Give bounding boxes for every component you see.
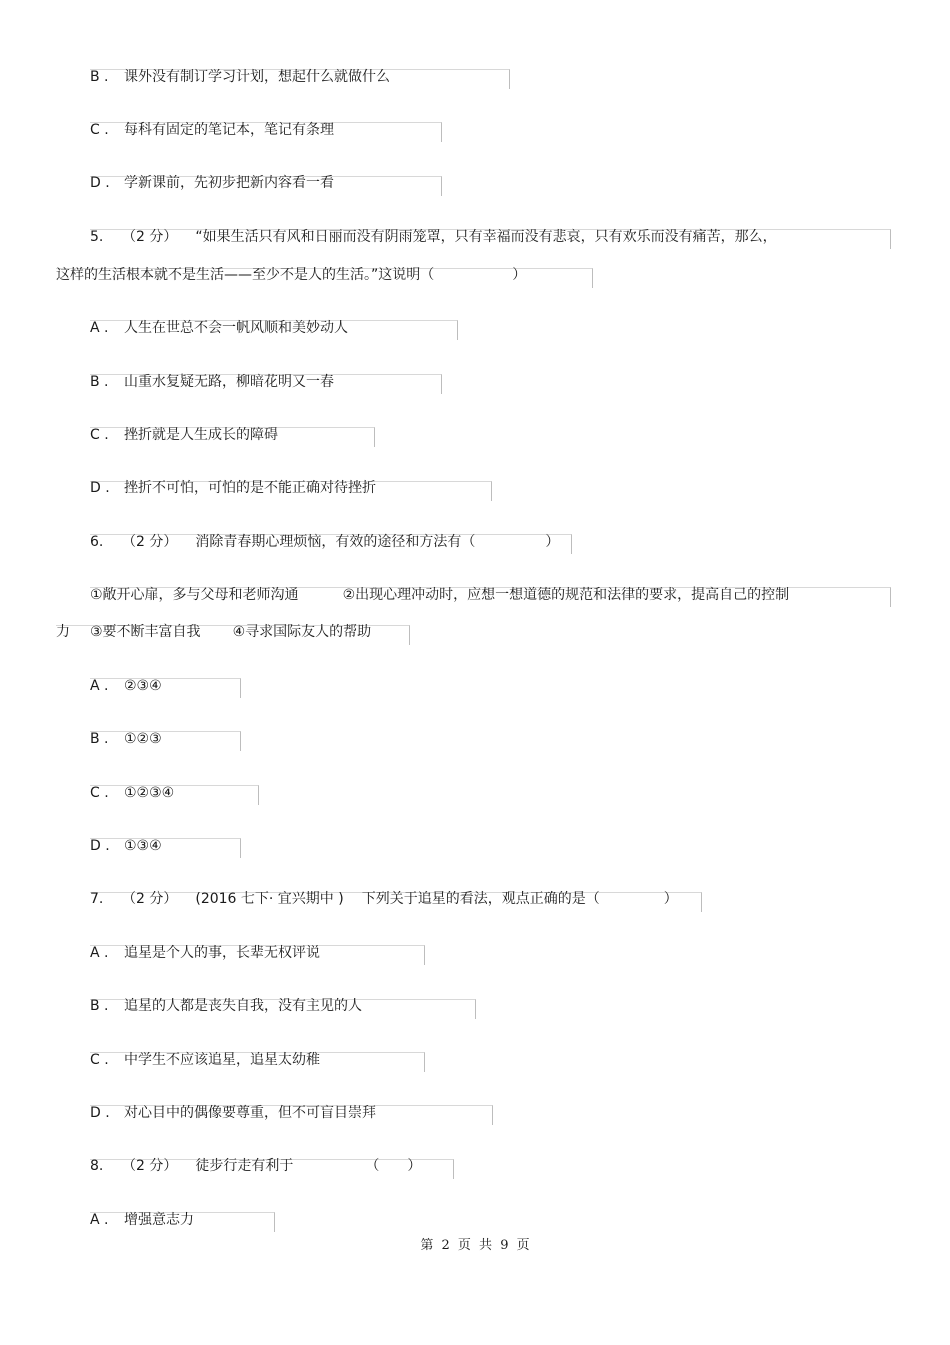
option-text: 对心目中的偶像要尊重，但不可盲目崇拜 xyxy=(124,1105,376,1121)
q6-items-line1 xyxy=(90,585,789,605)
q6-stem xyxy=(90,532,559,552)
q8-option-a xyxy=(90,1210,194,1230)
paren-close: ） xyxy=(663,891,678,907)
q5-stem-line2 xyxy=(56,265,526,285)
answer-paren[interactable]: （ ） xyxy=(365,1158,422,1174)
option-label: C . xyxy=(90,1052,109,1068)
option-label: B . xyxy=(90,69,109,85)
option-text: ①③④ xyxy=(124,838,162,854)
question-score: （2 分） xyxy=(122,1158,178,1174)
q7-option-c xyxy=(90,1050,320,1070)
paren-close: ） xyxy=(545,534,560,550)
question-score: （2 分） xyxy=(122,229,178,245)
q5-stem-line1 xyxy=(90,227,777,247)
q4-option-d xyxy=(90,173,334,193)
q6-items-line2 xyxy=(56,622,371,642)
q5-option-d xyxy=(90,478,376,498)
question-number: 6. xyxy=(90,534,104,550)
option-text: 每科有固定的笔记本，笔记有条理 xyxy=(124,122,334,138)
option-label: B . xyxy=(90,998,109,1014)
question-number: 8. xyxy=(90,1158,104,1174)
question-stem: 下列关于追星的看法，观点正确的是（ xyxy=(361,891,600,907)
q4-option-c xyxy=(90,120,334,140)
option-label: C . xyxy=(90,427,109,443)
question-score: （2 分） xyxy=(122,891,178,907)
option-text: ①②③④ xyxy=(124,785,175,801)
paren-close: ） xyxy=(512,267,527,283)
option-text: 学新课前，先初步把新内容看一看 xyxy=(124,175,334,191)
option-label: C . xyxy=(90,122,109,138)
q5-option-c xyxy=(90,425,278,445)
option-label: D . xyxy=(90,175,110,191)
option-label: D . xyxy=(90,838,110,854)
question-score: （2 分） xyxy=(122,534,178,550)
option-label: D . xyxy=(90,1105,110,1121)
option-text: 人生在世总不会一帆风顺和美妙动人 xyxy=(124,320,348,336)
q6-option-c xyxy=(90,783,174,803)
question-stem: “如果生活只有风和日丽而没有阴雨笼罩，只有幸福而没有悲哀，只有欢乐而没有痛苦，那么， xyxy=(195,229,777,245)
item-4: ④寻求国际友人的帮助 xyxy=(232,624,372,640)
question-source: (2016 七下· 宜兴期中 ) xyxy=(195,891,344,907)
option-label: D . xyxy=(90,480,110,496)
option-label: A . xyxy=(90,945,109,961)
question-number: 7. xyxy=(90,891,104,907)
q7-option-b xyxy=(90,996,362,1016)
item-1: ①敞开心扉，多与父母和老师沟通 xyxy=(90,587,299,603)
option-text: 挫折不可怕，可怕的是不能正确对待挫折 xyxy=(124,480,376,496)
option-text: 增强意志力 xyxy=(124,1212,194,1228)
q6-option-a xyxy=(90,676,162,696)
question-stem: 徒步行走有利于 xyxy=(195,1158,294,1174)
option-text: 追星的人都是丧失自我，没有主见的人 xyxy=(124,998,362,1014)
page-footer: 第 2 页 共 9 页 xyxy=(420,1238,530,1253)
item-2-cont: 力 xyxy=(56,624,70,640)
question-stem-cont: 这样的生活根本就不是生活——至少不是人的生活。”这说明（ xyxy=(56,267,435,283)
q8-stem xyxy=(90,1156,421,1176)
option-text: 中学生不应该追星，追星太幼稚 xyxy=(124,1052,320,1068)
question-stem: 消除青春期心理烦恼，有效的途径和方法有（ xyxy=(195,534,476,550)
item-2: ②出现心理冲动时，应想一想道德的规范和法律的要求，提高自己的控制 xyxy=(342,587,790,603)
option-text: 追星是个人的事，长辈无权评说 xyxy=(124,945,320,961)
option-label: C . xyxy=(90,785,109,801)
q7-stem xyxy=(90,889,678,909)
item-3: ③要不断丰富自我 xyxy=(90,624,201,640)
q5-option-a xyxy=(90,318,348,338)
option-text: 山重水复疑无路，柳暗花明又一春 xyxy=(124,374,334,390)
option-label: B . xyxy=(90,374,109,390)
option-text: 挫折就是人生成长的障碍 xyxy=(124,427,278,443)
q7-option-d xyxy=(90,1103,376,1123)
q6-option-b xyxy=(90,729,162,749)
question-number: 5. xyxy=(90,229,104,245)
option-text: ②③④ xyxy=(124,678,162,694)
option-label: A . xyxy=(90,320,109,336)
option-text: ①②③ xyxy=(124,731,162,747)
option-label: A . xyxy=(90,678,109,694)
option-text: 课外没有制订学习计划，想起什么就做什么 xyxy=(124,69,390,85)
q7-option-a xyxy=(90,943,320,963)
option-label: B . xyxy=(90,731,109,747)
q5-option-b xyxy=(90,372,334,392)
q6-option-d xyxy=(90,836,162,856)
option-label: A . xyxy=(90,1212,109,1228)
q4-option-b xyxy=(90,67,390,87)
